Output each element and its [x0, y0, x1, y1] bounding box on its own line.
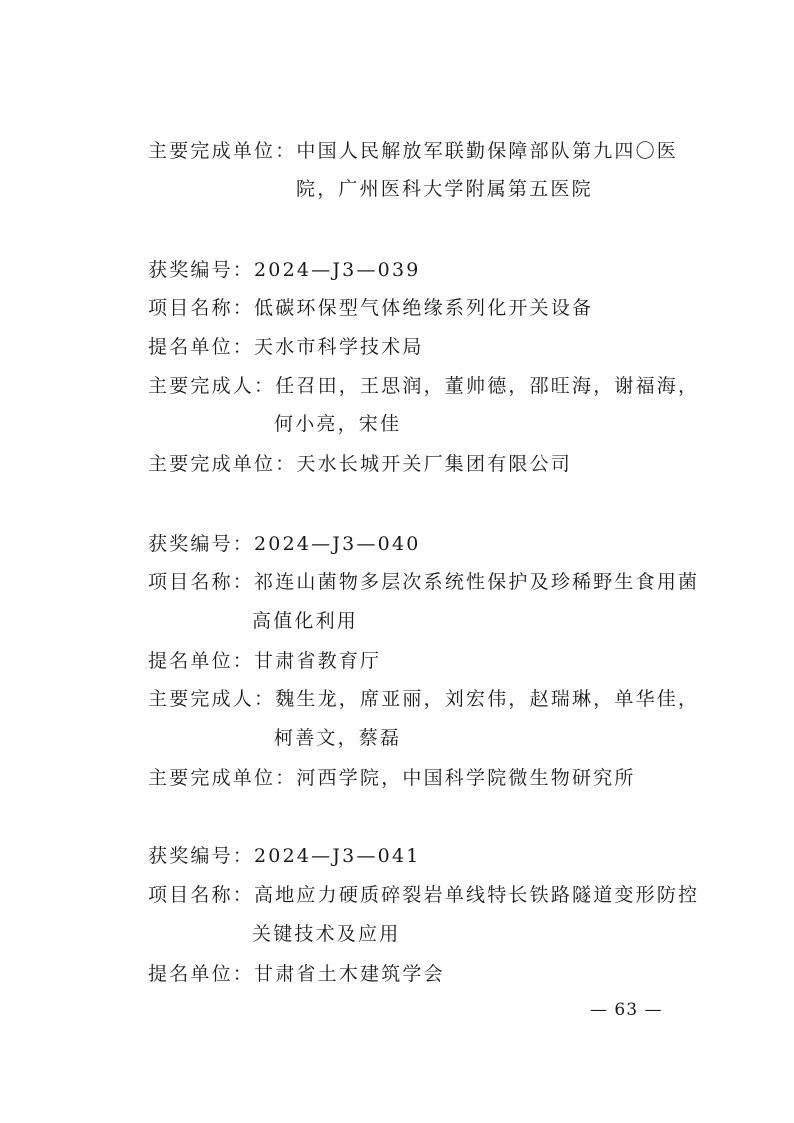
main-unit-value: 中国人民解放军联勤保障部队第九四〇医	[296, 140, 679, 162]
main-people-continuation: 何小亮，宋佳	[274, 413, 402, 435]
main-unit-continuation: 院，广州医科大学附属第五医院	[296, 178, 593, 200]
main-unit-label: 主要完成单位：	[148, 453, 297, 475]
award-number-label: 获奖编号：	[148, 845, 255, 867]
main-people-line	[148, 373, 699, 399]
project-name-line	[148, 295, 593, 321]
project-name-line	[148, 569, 699, 595]
nominator-label: 提名单位：	[148, 336, 255, 358]
award-number-label: 获奖编号：	[148, 533, 255, 555]
nominator-line	[148, 648, 381, 674]
award-number-line	[148, 843, 421, 869]
nominator-value: 甘肃省教育厅	[254, 650, 382, 672]
main-unit-value: 天水长城开关厂集团有限公司	[296, 453, 573, 475]
award-number-label: 获奖编号：	[148, 259, 255, 281]
nominator-value: 甘肃省土木建筑学会	[254, 963, 445, 985]
main-people-label: 主要完成人：	[148, 375, 276, 397]
award-number-value: 2024—J3—041	[254, 845, 421, 867]
project-name-value: 高地应力硬质碎裂岩单线特长铁路隧道变形防控	[254, 884, 700, 906]
main-people-continuation: 柯善文，蔡磊	[274, 727, 402, 749]
main-people-line	[148, 686, 699, 712]
nominator-line	[148, 334, 424, 360]
award-number-line	[148, 257, 421, 283]
main-unit-label: 主要完成单位：	[148, 140, 297, 162]
project-name-continuation: 高值化利用	[252, 610, 359, 632]
main-unit-line	[148, 138, 678, 164]
award-number-value: 2024—J3—039	[254, 259, 421, 281]
project-name-label: 项目名称：	[148, 571, 255, 593]
project-name-label: 项目名称：	[148, 297, 255, 319]
page-number: — 63 —	[590, 1000, 663, 1020]
project-name-line	[148, 882, 699, 908]
project-name-value: 低碳环保型气体绝缘系列化开关设备	[254, 297, 594, 319]
main-unit-line	[148, 765, 636, 791]
main-unit-line	[148, 451, 572, 477]
main-unit-label: 主要完成单位：	[148, 767, 297, 789]
project-name-label: 项目名称：	[148, 884, 255, 906]
project-name-value: 祁连山菌物多层次系统性保护及珍稀野生食用菌	[254, 571, 700, 593]
award-number-line	[148, 531, 421, 557]
award-number-value: 2024—J3—040	[254, 533, 421, 555]
project-name-continuation: 关键技术及应用	[252, 923, 401, 945]
nominator-label: 提名单位：	[148, 963, 255, 985]
nominator-value: 天水市科学技术局	[254, 336, 424, 358]
main-people-value: 魏生龙，席亚丽，刘宏伟，赵瑞琳，单华佳，	[275, 688, 700, 710]
main-unit-value: 河西学院，中国科学院微生物研究所	[296, 767, 636, 789]
main-people-label: 主要完成人：	[148, 688, 276, 710]
main-people-value: 任召田，王思润，董帅德，邵旺海，谢福海，	[275, 375, 700, 397]
nominator-label: 提名单位：	[148, 650, 255, 672]
nominator-line	[148, 961, 445, 987]
